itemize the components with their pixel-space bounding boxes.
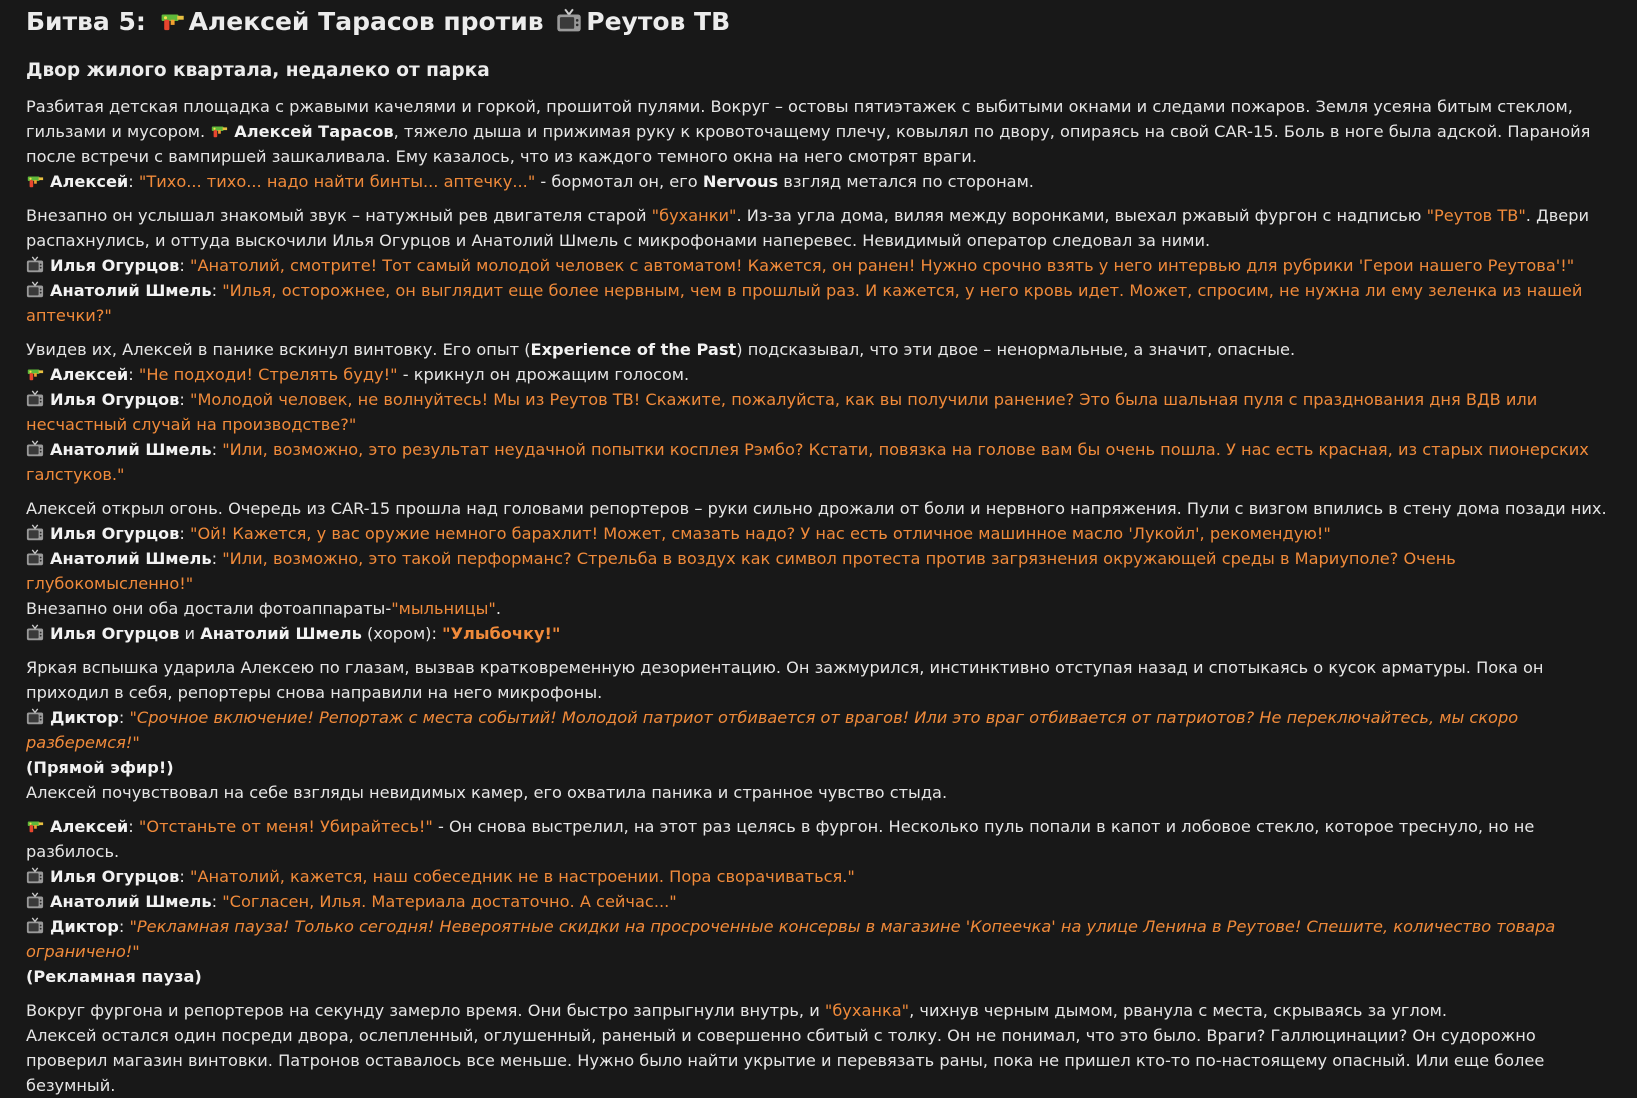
dialogue-line: Анатолий Шмель: "Илья, осторожнее, он выглядит еще более нервным, чем в прошлый раз. И кажется, у него кровь идет. Может, спросим, не нужна ли ему зеленка из нашей аптечки?"	[26, 281, 1583, 325]
dialogue-line: Алексей: "Не подходи! Стрелять буду!" - крикнул он дрожащим голосом.	[26, 362, 1611, 387]
tv-icon	[26, 256, 44, 274]
water-gun-icon	[26, 365, 44, 383]
paragraph-cameras: Внезапно они оба достали фотоаппараты-"мыльницы".	[26, 599, 502, 618]
water-gun-icon	[210, 122, 228, 140]
water-gun-icon	[159, 8, 185, 34]
tv-icon	[26, 524, 44, 542]
paragraph-flash: Яркая вспышка ударила Алексею по глазам, вызвав кратковременную дезориентацию. Он зажмурился, инстинктивно отступая назад и спотыкаясь о кусок арматуры. Пока он приходил в себя, репортеры снова направили на него микрофоны.	[26, 658, 1544, 702]
dialogue-line: Анатолий Шмель: "Согласен, Илья. Материала достаточно. А сейчас..."	[26, 889, 1611, 914]
tv-icon	[26, 892, 44, 910]
water-gun-icon	[26, 172, 44, 190]
tv-icon	[26, 440, 44, 458]
tv-icon	[26, 867, 44, 885]
tv-icon	[26, 917, 44, 935]
paragraph-shame: Алексей почувствовал на себе взгляды невидимых камер, его охватила паника и странное чувство стыда.	[26, 783, 948, 802]
tv-icon	[26, 708, 44, 726]
paragraph-panic: Увидев их, Алексей в панике вскинул винтовку. Его опыт (Experience of the Past) подсказывал, что эти двое – ненормальные, а значит, опасные.	[26, 340, 1296, 359]
tv-icon	[556, 8, 582, 34]
tv-icon	[26, 390, 44, 408]
paragraph-van: Внезапно он услышал знакомый звук – натужный рев двигателя старой "буханки". Из-за угла дома, виляя между воронками, выехал ржавый фургон с надписью "Реутов ТВ". Двери распахнулись, и оттуда выскочили Илья Огурцов и Анатолий Шмель с микрофонами наперевес. Невидимый оператор следовал за ними.	[26, 206, 1590, 250]
tv-icon	[26, 549, 44, 567]
dialogue-line: Алексей: "Тихо... тихо... надо найти бинты... аптечку..." - бормотал он, его Nervous взгляд метался по сторонам.	[26, 169, 1611, 194]
paragraph-fire: Алексей открыл огонь. Очередь из CAR-15 прошла над головами репортеров – руки сильно дрожали от боли и нервного напряжения. Пули с визгом впились в стену дома позади них.	[26, 499, 1607, 518]
dialogue-line: Илья Огурцов: "Анатолий, кажется, наш собеседник не в настроении. Пора сворачиваться."	[26, 864, 1611, 889]
paragraph-intro: Разбитая детская площадка с ржавыми качелями и горкой, прошитой пулями. Вокруг – остовы пятиэтажек с выбитыми окнами и следами пожаров. Земля усеяна битым стеклом, гильзами и мусором. Алексей Тарасов, тяжело дыша и прижимая руку к кровоточащему плечу, ковылял по двору, опираясь на свой CAR-15. Боль в ноге была адской. Паранойя после встречи с вампиршей зашкаливала. Ему казалось, что из каждого темного окна на него смотрят враги.	[26, 97, 1591, 166]
water-gun-icon	[26, 817, 44, 835]
ad-marker: (Рекламная пауза)	[26, 967, 202, 986]
paragraph-escape: Вокруг фургона и репортеров на секунду замерло время. Они быстро запрыгнули внутрь, и "буханка", чихнув черным дымом, рванула с места, скрываясь за углом.	[26, 1001, 1447, 1020]
dialogue-line: Илья Огурцов: "Анатолий, смотрите! Тот самый молодой человек с автоматом! Кажется, он ранен! Нужно срочно взять у него интервью для рубрики 'Герои нашего Реутова'!"	[26, 253, 1611, 278]
dialogue-line: Анатолий Шмель: "Или, возможно, это такой перформанс? Стрельба в воздух как символ протеста против загрязнения окружающей среды в Мариуполе? Очень глубокомысленно!"	[26, 549, 1456, 593]
live-marker: (Прямой эфир!)	[26, 758, 174, 777]
dialogue-line: Анатолий Шмель: "Или, возможно, это результат неудачной попытки косплея Рэмбо? Кстати, повязка на голове вам бы очень пошла. У нас есть красная, из старых пионерских галстуков."	[26, 440, 1589, 484]
page-title: Битва 5: Алексей Тарасов против Реутов ТВ	[26, 7, 731, 36]
dialogue-line: Илья Огурцов и Анатолий Шмель (хором): "Улыбочку!"	[26, 621, 1611, 646]
dialogue-line: Илья Огурцов: "Ой! Кажется, у вас оружие немного барахлит! Может, смазать надо? У нас есть отличное машинное масло 'Лукойл', рекомендую!"	[26, 521, 1611, 546]
location-heading: Двор жилого квартала, недалеко от парка	[26, 60, 490, 81]
dialogue-line: Алексей: "Отстаньте от меня! Убирайтесь!" - Он снова выстрелил, на этот раз целясь в фургон. Несколько пуль попали в капот и лобовое стекло, которое треснуло, но не разбилось.	[26, 817, 1535, 861]
tv-icon	[26, 281, 44, 299]
tv-icon	[26, 624, 44, 642]
dialogue-line: Илья Огурцов: "Молодой человек, не волнуйтесь! Мы из Реутов ТВ! Скажите, пожалуйста, как вы получили ранение? Это была шальная пуля с празднования дня ВДВ или несчастный случай на производстве?"	[26, 390, 1538, 434]
paragraph-ending: Алексей остался один посреди двора, ослепленный, оглушенный, раненый и совершенно сбитый с толку. Он не понимал, что это было. Враги? Галлюцинации? Он судорожно проверил магазин винтовки. Патронов оставалось все меньше. Нужно было найти укрытие и перевязать раны, пока не пришел кто-то по-настоящему опасный. Или еще более безумный.	[26, 1026, 1545, 1095]
dialogue-line: Диктор: "Срочное включение! Репортаж с места событий! Молодой патриот отбивается от врагов! Или это враг отбивается от патриотов? Не переключайтесь, мы скоро разберемся!"	[26, 708, 1519, 752]
dialogue-line: Диктор: "Рекламная пауза! Только сегодня! Невероятные скидки на просроченные консервы в магазине 'Копеечка' на улице Ленина в Реутове! Спешите, количество товара ограничено!"	[26, 917, 1556, 961]
